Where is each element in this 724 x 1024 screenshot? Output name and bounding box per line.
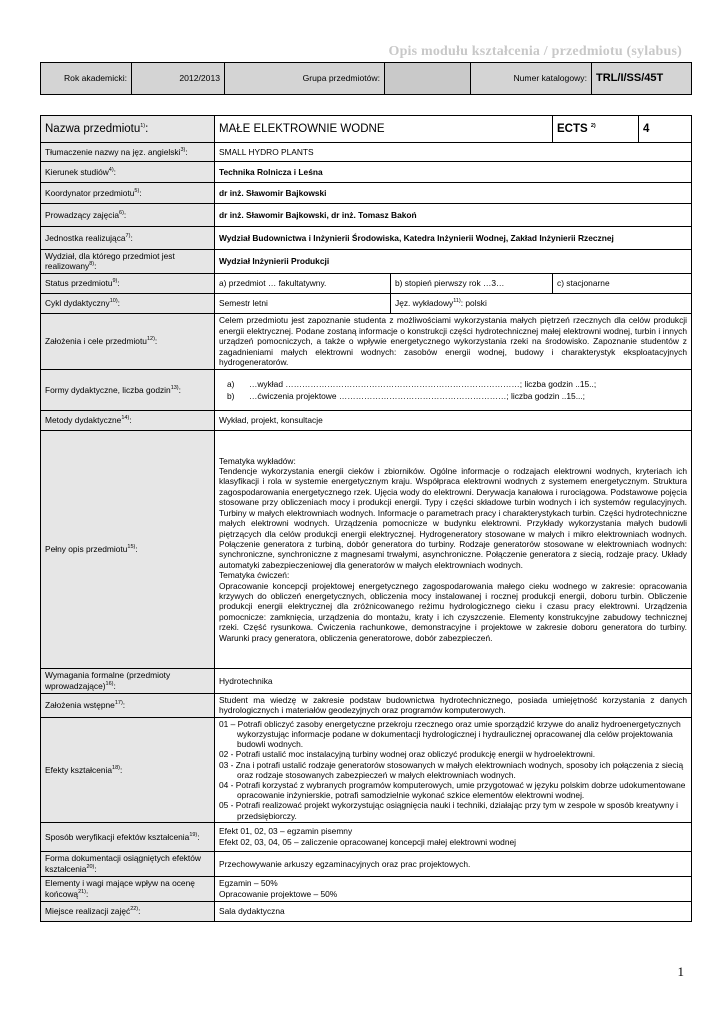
wymagania-value: Hydrotechnika [215, 668, 692, 693]
pelny-label: Pełny opis przedmiotu$^{15)}$: [41, 430, 215, 668]
kierunek-value: Technika Rolnicza i Leśna [215, 162, 692, 183]
efekty-label: Efekty kształcenia$^{18)}$: [41, 717, 215, 822]
wymagania-label: Wymagania formalne (przedmioty wprowadzające)$^{16)}$: [41, 668, 215, 693]
numer-label: Numer katalogowy: [471, 63, 592, 95]
metody-label: Metody dydaktyczne$^{14)}$: [41, 410, 215, 430]
koordynator-value: dr inż. Sławomir Bajkowski [215, 183, 692, 204]
header-table [40, 62, 692, 95]
pelny-value [215, 430, 692, 668]
row-efekty [41, 717, 692, 822]
forma-item: a) …wykład …………………………………………………………………………; liczba godzin ..15..; [227, 378, 597, 389]
elementy-line: Egzamin – 50% [219, 878, 278, 889]
ects-label: ECTS $^{2)}$ [553, 116, 639, 143]
row-koordynator [41, 183, 692, 204]
row-forma-dokumentacji [41, 851, 692, 876]
miejsce-label: Miejsce realizacji zajęć$^{22)}$: [41, 901, 215, 921]
zalozenia-value: Celem przedmiotu jest zapoznanie studenta z możliwościami wykorzystania małych piętrzeń rzecznych dla celów produkcji energii elektrycznej. Podane zostaną informacje o konstrukcji części hydrotechnicznej małej elektrowni wodnej, turbin i innych urządzeń pomocniczych, a także o wpływie energetycznego wykorzystania rzeki na środowisko. Zapoznanie studentów z zagadnieniami małych elektrowni wodnych: zasobów energii wodnej, budowy i charakterystyk eksploatacyjnych hydrogeneratorów. [215, 313, 692, 369]
row-sposob [41, 822, 692, 851]
wydzial-value: Wydział Inżynierii Produkcji [215, 250, 692, 274]
zalozenia-wstepne-value: Student ma wiedzę w zakresie podstaw budownictwa hydrotechnicznego, posiada umiejętność korzystania z danych hydrologicznych i materiałów geodezyjnych oraz programów komputerowych. [215, 693, 692, 717]
status-label: Status przedmiotu$^{9)}$: [41, 273, 215, 293]
page-heading: Opis modułu kształcenia / przedmiotu (sylabus) [388, 44, 682, 59]
syllabus-table [40, 115, 692, 922]
zalozenia-label: Założenia i cele przedmiotu$^{12)}$: [41, 313, 215, 369]
kierunek-label: Kierunek studiów$^{4)}$: [41, 162, 215, 183]
sposob-line: Efekt 02, 03, 04, 05 – zaliczenie opracowanej koncepcji małej elektrowni wodnej [219, 836, 517, 847]
sposob-label: Sposób weryfikacji efektów kształcenia$^{19)}$: [41, 822, 215, 851]
row-pelny-opis [41, 430, 692, 668]
status-b: b) stopień pierwszy rok …3… [391, 273, 553, 293]
formy-label: Formy dydaktyczne, liczba godzin$^{13)}$: [41, 369, 215, 410]
status-a: a) przedmiot … fakultatywny. [215, 273, 391, 293]
efekt-item: 04 - Potrafi korzystać z wybranych programów komputerowych, umie przygotować w języku polskim dobrze udokumentowane opracowanie inżynierskie, potrafi samodzielnie wykonać szkice elementów elektrowni wodnej. [219, 780, 686, 801]
zalozenia-wstepne-label: Założenia wstępne$^{17)}$: [41, 693, 215, 717]
efekty-value [215, 717, 692, 822]
cykl-value: Semestr letni [215, 293, 391, 313]
efekt-item: 05 - Potrafi realizować projekt wykorzystując osiągnięcia nauki i techniki, działając przy tym w zespole w sposób kreatywny i przedsiębiorczy. [219, 800, 678, 821]
wyklady-title: Tematyka wykładów: [219, 455, 296, 466]
metody-value: Wykład, projekt, konsultacje [215, 410, 692, 430]
elementy-value [215, 876, 692, 901]
sposob-value [215, 822, 692, 851]
grupa-value [385, 63, 471, 95]
forma-dok-label: Forma dokumentacji osiągniętych efektów kształcenia$^{20)}$: [41, 851, 215, 876]
prowadzacy-value: dr inż. Sławomir Bajkowski, dr inż. Tomasz Bakoń [215, 204, 692, 227]
efekt-item: 01 – Potrafi obliczyć zasoby energetyczne przekroju rzecznego oraz umie sporządzić krzywe do analiz hydroenergetycznych wykorzystując informacje podane w dokumentacji hydrologicznej i hydraulicznej opracowanej dla celów projektowania budowli wodnych. [219, 718, 681, 750]
cwiczenia-text: Opracowanie koncepcji projektowej energetycznego zagospodarowania małego cieku wodnego w zakresie: opracowania krzywych do obliczeń energetycznych, obliczenia mocy instalowanej i rocznej produkcji energii, doboru turbin. Obliczenie produkcji energii elektrycznej dla zróżnicowanego reżimu hydrologicznego cieku i czasu pracy elektrowni. Urządzenia pomocnicze: zamknięcia, urządzenia do montażu, kraty i ich czyszczenie. Elementy konstrukcyjne zabudowy technicznej rzeki. Część rysunkowa. Ćwiczenia rachunkowe, demonstracyjne i projektowe w zakresie doboru generatora do turbiny. Warunki pracy generatora, obliczenia generatorowe, dobór zabezpieczeń. [219, 580, 687, 643]
row-nazwa [41, 116, 692, 143]
row-metody [41, 410, 692, 430]
wydzial-label: Wydział, dla którego przedmiot jest realizowany$^{8)}$: [41, 250, 215, 274]
efekt-item: 03 - Zna i potrafi ustalić rodzaje generatorów stosowanych w małych elektrowniach wodnych, sposoby ich połączenia z siecią oraz rodzaje stosowanych zabezpieczeń w małych elektrowniach wodnych. [219, 759, 684, 780]
nazwa-label: Nazwa przedmiotu$^{1)}$: [41, 116, 215, 143]
numer-value: TRL/I/SS/45T [592, 63, 692, 95]
row-cykl [41, 293, 692, 313]
elementy-line: Opracowanie projektowe – 50% [219, 888, 338, 899]
row-formy [41, 369, 692, 410]
row-elementy [41, 876, 692, 901]
prowadzacy-label: Prowadzący zajęcia$^{6)}$: [41, 204, 215, 227]
row-status [41, 273, 692, 293]
row-zalozenia [41, 313, 692, 369]
formy-value [215, 369, 692, 410]
row-kierunek [41, 162, 692, 183]
tlumaczenie-value: SMALL HYDRO PLANTS [215, 143, 692, 162]
koordynator-label: Koordynator przedmiotu$^{5)}$: [41, 183, 215, 204]
row-wydzial [41, 250, 692, 274]
nazwa-value: MAŁE ELEKTROWNIE WODNE [215, 116, 553, 143]
miejsce-value: Sala dydaktyczna [215, 901, 692, 921]
rok-value: 2012/2013 [132, 63, 225, 95]
row-miejsce [41, 901, 692, 921]
row-wymagania [41, 668, 692, 693]
sposob-line: Efekt 01, 02, 03 – egzamin pisemny [219, 826, 353, 837]
ects-value: 4 [639, 116, 692, 143]
rok-label: Rok akademicki: [41, 63, 132, 95]
jednostka-value: Wydział Budownictwa i Inżynierii Środowiska, Katedra Inżynierii Wodnej, Zakład Inżynierii Rzecznej [215, 227, 692, 250]
efekt-item: 02 - Potrafi ustalić moc instalacyjną turbiny wodnej oraz obliczyć produkcję energii w hydroelektrowni. [219, 749, 596, 760]
row-tlumaczenie [41, 143, 692, 162]
forma-item: b) …ćwiczenia projektowe ……………………………………………………; liczba godzin ..15...; [227, 390, 586, 401]
row-prowadzacy [41, 204, 692, 227]
row-zalozenia-wstepne [41, 693, 692, 717]
row-jednostka [41, 227, 692, 250]
tlumaczenie-label: Tłumaczenie nazwy na jęz. angielski$^{3)}$: [41, 143, 215, 162]
page-number: 1 [677, 964, 684, 979]
jednostka-label: Jednostka realizująca$^{7)}$: [41, 227, 215, 250]
cykl-label: Cykl dydaktyczny$^{10)}$: [41, 293, 215, 313]
grupa-label: Grupa przedmiotów: [225, 63, 385, 95]
status-c: c) stacjonarne [553, 273, 692, 293]
forma-dok-value: Przechowywanie arkuszy egzaminacyjnych oraz prac projektowych. [215, 851, 692, 876]
jezyk-cell: Jęz. wykładowy$^{11)}$: polski [391, 293, 692, 313]
elementy-label: Elementy i wagi mające wpływ na ocenę końcową$^{21)}$: [41, 876, 215, 901]
cwiczenia-title: Tematyka ćwiczeń: [219, 570, 290, 581]
wyklady-text: Tendencje wykorzystania energii cieków i zbiorników. Ogólne informacje o rodzajach elektrowni wodnych, kryteriach ich klasyfikacji i rola w systemie energetycznym kraju. Współpraca elektrowni wodnych z systemem energetycznym. Struktura zagospodarowania energetycznego rzek. Ujęcia wody do elektrowni. Derywacja kanałowa i rurociągowa. Podstawowe pojęcia stosowane przy obliczeniach mocy i produkcji energii. Typy i części składowe turbin wodnych i ich systemów regulacyjnych. Turbiny w małych elektrowniach wodnych. Informacje o parametrach pracy i charakterystykach turbin. Części hydrotechniczne małych elektrowni wodnych. Urządzenia pomocnicze w budynku elektrowni. Przykłady wykorzystania małych budowli piętrzących dla celów produkcji energii elektrycznej. Hydrogeneratory stosowane w małych i mikro elektrowniach wodnych. Połączenie generatora z turbiną, dobór generatora do turbiny. Rodzaje generatorów stosowane w elektrowniach wodnych: synchroniczne, synchroniczne z magnesami trwałymi, asynchroniczne. Połączenie generatora z siecią, rodzaje pracy. Układy automatyki zabezpieczeniowej dla generatorów w małych elektrowniach wodnych. [219, 466, 687, 570]
